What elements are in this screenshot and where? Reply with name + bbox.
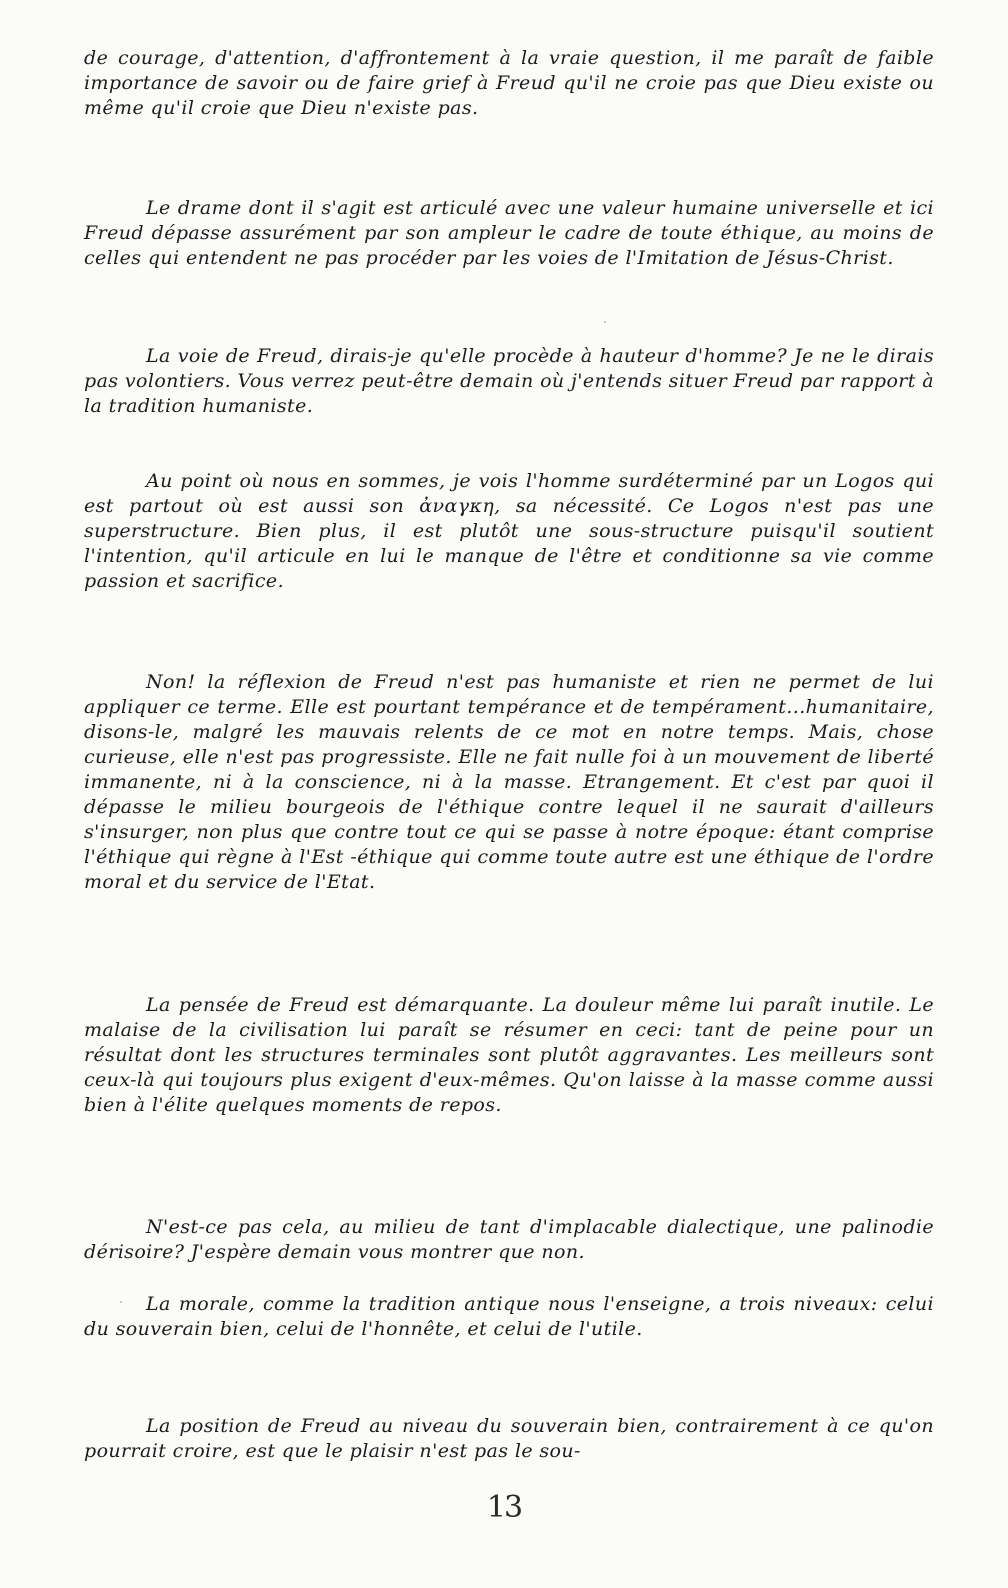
paragraph-freud-thought: La pensée de Freud est démarquante. La douleur même lui paraît inutile. Le malaise de la civilisation lui paraît se résumer en ceci: tant de peine pour un résultat dont les structures terminales sont plutôt aggravantes. Les meilleurs sont ceux-là qui toujours plus exigent d'eux-mêmes. Qu'on laisse à la masse comme aussi bien à l'élite quelques moments de repos. bbox=[84, 994, 934, 1116]
paragraph-palinodie: N'est-ce pas cela, au milieu de tant d'implacable dialectique, une palinodie dérisoire? J'espère demain vous montrer que non. bbox=[84, 1216, 934, 1263]
paragraph-continuation: de courage, d'attention, d'affrontement à la vraie question, il me paraît de faible importance de savoir ou de faire grief à Freud qu'il ne croie pas que Dieu existe ou même qu'il croie que Dieu n'existe pas. bbox=[84, 47, 934, 119]
page-number: 13 bbox=[486, 1490, 522, 1525]
paragraph-humanist-tradition: La voie de Freud, dirais-je qu'elle procède à hauteur d'homme? Je ne le dirais pas volontiers. Vous verrez peut-être demain où j'entends situer Freud par rapport à la tradition humaniste. bbox=[84, 345, 934, 417]
paragraph-not-humanist: Non! la réflexion de Freud n'est pas humaniste et rien ne permet de lui appliquer ce terme. Elle est pourtant tempérance et de tempérament...humanitaire, disons-le, malgré les mauvais relents de ce mot en notre temps. Mais, chose curieuse, elle n'est pas progressiste. Elle ne fait nulle foi à un mouvement de liberté immanente, ni à la conscience, ni à la masse. Etrangement. Et c'est par quoi il dépasse le milieu bourgeois de l'éthique contre lequel il ne saurait d'ailleurs s'insurger, non plus que contre tout ce qui se passe à notre époque: étant comprise l'éthique qui règne à l'Est -éthique qui comme toute autre est une éthique de l'ordre moral et du service de l'Etat. bbox=[84, 671, 934, 893]
paragraph-logos: Au point où nous en sommes, je vois l'homme surdéterminé par un Logos qui est partout où est aussi son ἀναγκη, sa nécessité. Ce Logos n'est pas une superstructure. Bien plus, il est plutôt une sous-structure puisqu'il soutient l'intention, qu'il articule en lui le manque de l'être et conditionne sa vie comme passion et sacrifice. bbox=[84, 470, 934, 592]
paragraph-morale-levels: La morale, comme la tradition antique nous l'enseigne, a trois niveaux: celui du souverain bien, celui de l'honnête, et celui de l'utile. bbox=[84, 1293, 934, 1340]
pencil-mark bbox=[120, 1301, 122, 1303]
paragraph-ethics: Le drame dont il s'agit est articulé avec une valeur humaine universelle et ici Freud dépasse assurément par son ampleur le cadre de toute éthique, au moins de celles qui entendent ne pas procéder par les voies de l'Imitation de Jésus-Christ. bbox=[84, 197, 934, 269]
paragraph-souverain-bien: La position de Freud au niveau du souverain bien, contrairement à ce qu'on pourrait croire, est que le plaisir n'est pas le sou- bbox=[84, 1415, 934, 1462]
pencil-mark bbox=[604, 321, 606, 323]
